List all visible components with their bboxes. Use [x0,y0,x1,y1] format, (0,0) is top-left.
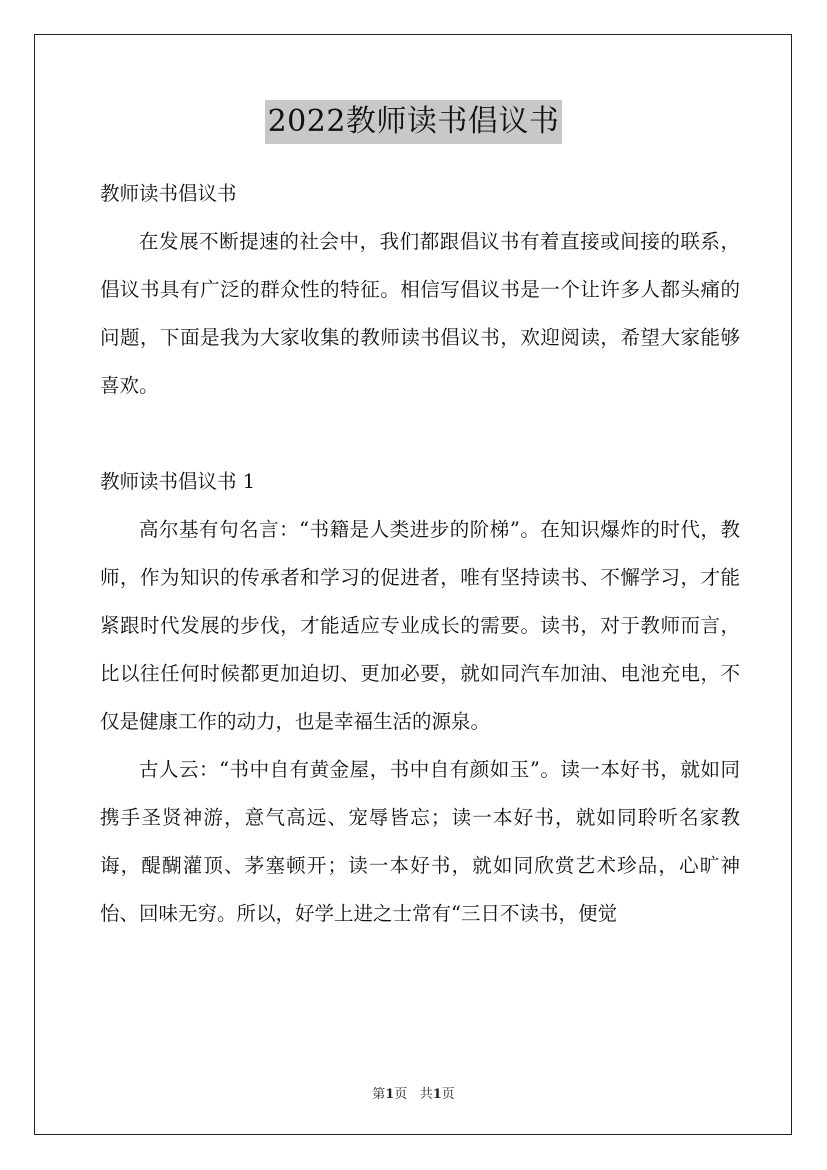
footer-page-total: 1 [432,1087,442,1102]
footer-page-mid: 页 共 [394,1087,433,1102]
footer-page-prefix: 第 [372,1087,386,1102]
page-footer [0,1083,827,1102]
paragraph-gap [100,410,740,458]
body-paragraph-1: 高尔基有句名言：“书籍是人类进步的阶梯”。在知识爆炸的时代，教师，作为知识的传承者和学习的促进者，唯有坚持读书、不懈学习，才能紧跟时代发展的步伐，才能适应专业成长的需要。读书，对于教师而言，比以往任何时候都更加迫切、更加必要，就如同汽车加油、电池充电，不仅是健康工作的动力，也是幸福生活的源泉。 [100,518,740,733]
document-title-block [0,100,827,144]
footer-page-current: 1 [385,1087,395,1102]
document-subtitle: 教师读书倡议书 [100,182,237,205]
section-heading: 教师读书倡议书 1 [100,470,256,493]
body-paragraph-2: 古人云：“书中自有黄金屋，书中自有颜如玉”。读一本好书，就如同携手圣贤神游，意气高远、宠辱皆忘；读一本好书，就如同聆听名家教诲，醍醐灌顶、茅塞顿开；读一本好书，就如同欣赏艺术珍品，心旷神怡、回味无穷。所以，好学上进之士常有“三日不读书，便觉 [100,758,740,925]
document-title: 2022教师读书倡议书 [265,100,563,144]
footer-page-suffix: 页 [441,1087,455,1102]
document-body [100,170,740,938]
intro-paragraph: 在发展不断提速的社会中，我们都跟倡议书有着直接或间接的联系，倡议书具有广泛的群众性的特征。相信写倡议书是一个让许多人都头痛的问题，下面是我为大家收集的教师读书倡议书，欢迎阅读，希望大家能够喜欢。 [100,230,740,397]
